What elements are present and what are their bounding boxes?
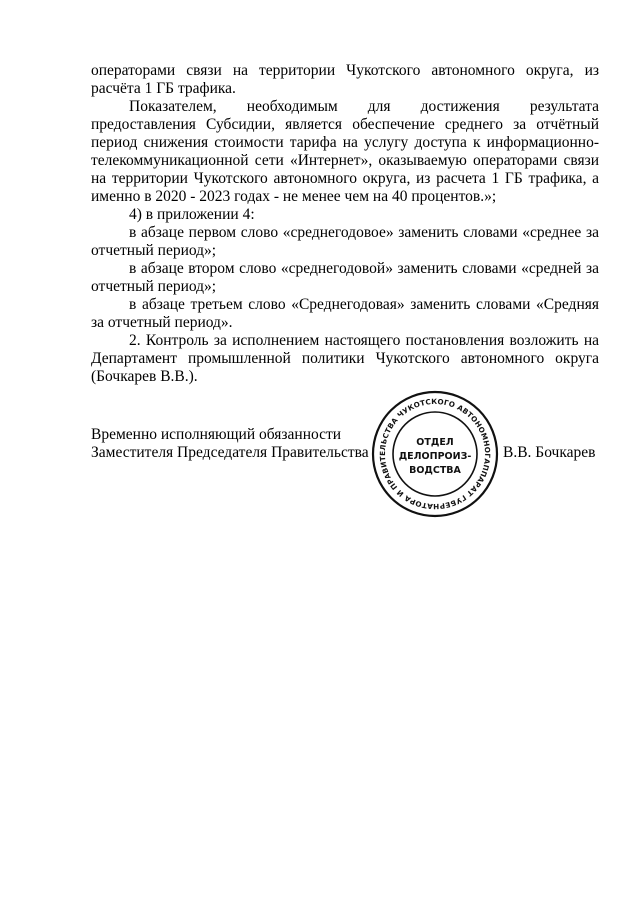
signatory-position [91,426,369,462]
signatory-position-line2: Заместителя Председателя Правительства [91,444,369,461]
stamp-center-line1: ОТДЕЛ [416,437,454,448]
stamp-graphic [371,390,499,518]
stamp-ring-text: АППАРАТ ГУБЕРНАТОРА И ПРАВИТЕЛЬСТВА ЧУКОТСКОГО АВТОНОМНОГО [377,396,493,512]
stamp-center-line3: ВОДСТВА [409,465,461,476]
paragraph-first-abzac: в абзаце первом слово «среднегодовое» заменить словами «среднее за отчетный период»; [91,224,599,259]
document-body [91,62,599,386]
paragraph-indicator: Показателем, необходимым для достижения результата предоставления Субсидии, является обеспечение среднего за отчётный период снижения стоимости тарифа на услугу доступа к информационно-телекоммуникационной сети «Интернет», оказываемую операторами связи на территории Чукотского автономного округа, из расчета 1 ГБ трафика, а именно в 2020 - 2023 годах - не менее чем на 40 процентов.»; [91,98,599,205]
signatory-position-line1: Временно исполняющий обязанности [91,426,342,443]
official-stamp [371,390,499,518]
paragraph-control: 2. Контроль за исполнением настоящего постановления возложить на Департамент промышленной политики Чукотского автономного округа (Бочкарев В.В.). [91,332,599,385]
signatory-name: В.В. Бочкарев [503,444,596,461]
paragraph-item-4: 4) в приложении 4: [129,206,255,223]
paragraph-second-abzac: в абзаце втором слово «среднегодовой» заменить словами «средней за отчетный период»; [91,260,599,295]
paragraph-continuation: операторами связи на территории Чукотского автономного округа, из расчёта 1 ГБ трафика. [91,62,599,97]
paragraph-third-abzac: в абзаце третьем слово «Среднегодовая» заменить словами «Средняя за отчетный период». [91,296,599,331]
stamp-center-line2: ДЕЛОПРОИЗ- [398,451,472,462]
